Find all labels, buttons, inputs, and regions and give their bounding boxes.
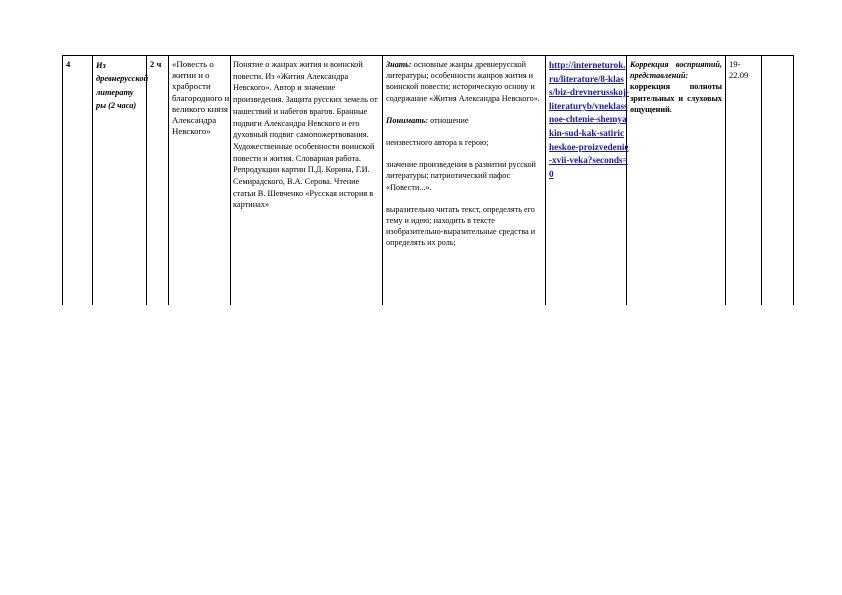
correction-text: коррекция полноты зрительных и слуховых ощущений. [630, 82, 722, 114]
understand-text: отношение [428, 115, 469, 125]
correction-work [630, 59, 722, 115]
understand-label: Понимать: [386, 115, 429, 125]
column-border [62, 55, 63, 305]
know-label: Знать: [386, 60, 412, 69]
section-title: Из древнерусской литерату ры (2 часа) [96, 61, 149, 111]
column-border [761, 55, 762, 305]
know-paragraph [386, 59, 546, 104]
column-border [92, 55, 93, 305]
column-border [382, 55, 383, 305]
table-top-border [62, 55, 793, 56]
lesson-date: 19-22.09 [729, 59, 749, 80]
lesson-number: 4 [66, 59, 71, 69]
column-border [168, 55, 169, 305]
requirements [386, 59, 546, 249]
skills-text: выразительно читать текст, определять его тему и идею; находить в тексте изобразительно-выразительные средства и определять их роль; [386, 204, 536, 248]
author-attitude-text: неизвестного автора к герою; [386, 138, 489, 148]
understand-paragraph [386, 115, 546, 126]
column-border [725, 55, 726, 305]
significance-text: значение произведения в развитии русской литературы; патриотический пафос «Повести...». [386, 160, 536, 192]
lesson-topic: «Повесть о житии и о храбрости благородного и великого князя Александра Невского» [172, 59, 230, 137]
hours-count: 2 ч [150, 59, 162, 69]
correction-label: Коррекция восприятий, представлений: [630, 60, 722, 81]
know-text: основные жанры древнерусской литературы; особенности жанров жития и воинской повести; историческую основу и содержание «Жития Александра Невского». [386, 60, 540, 103]
column-border [793, 55, 794, 305]
column-border [146, 55, 147, 305]
resource-link[interactable]: http://interneturok.ru/literature/8-klass/biz-drevnerusskoj-literaturyb/vneklassnoe-chtenie-shemyakin-sud-kak-satiricheskoe-proizvedenie-xvii-veka?seconds=0 [549, 60, 629, 179]
lesson-content: Понятие о жанрах жития и воинской повести. Из «Жития Александра Невского». Автор и значение произведения. Защита русских земель от нашествий и набегов врагов. Бранные подвиги Александра Невского и его духовный подвиг самопожертвования. Художественные особенности воинской повести и жития. Словарная работа. Репродукции картин П.Д. Корина, Г.И. Семирадского, В.А. Серова. Чтение статьи В. Шевченко «Русская история в картинах» [233, 60, 378, 210]
